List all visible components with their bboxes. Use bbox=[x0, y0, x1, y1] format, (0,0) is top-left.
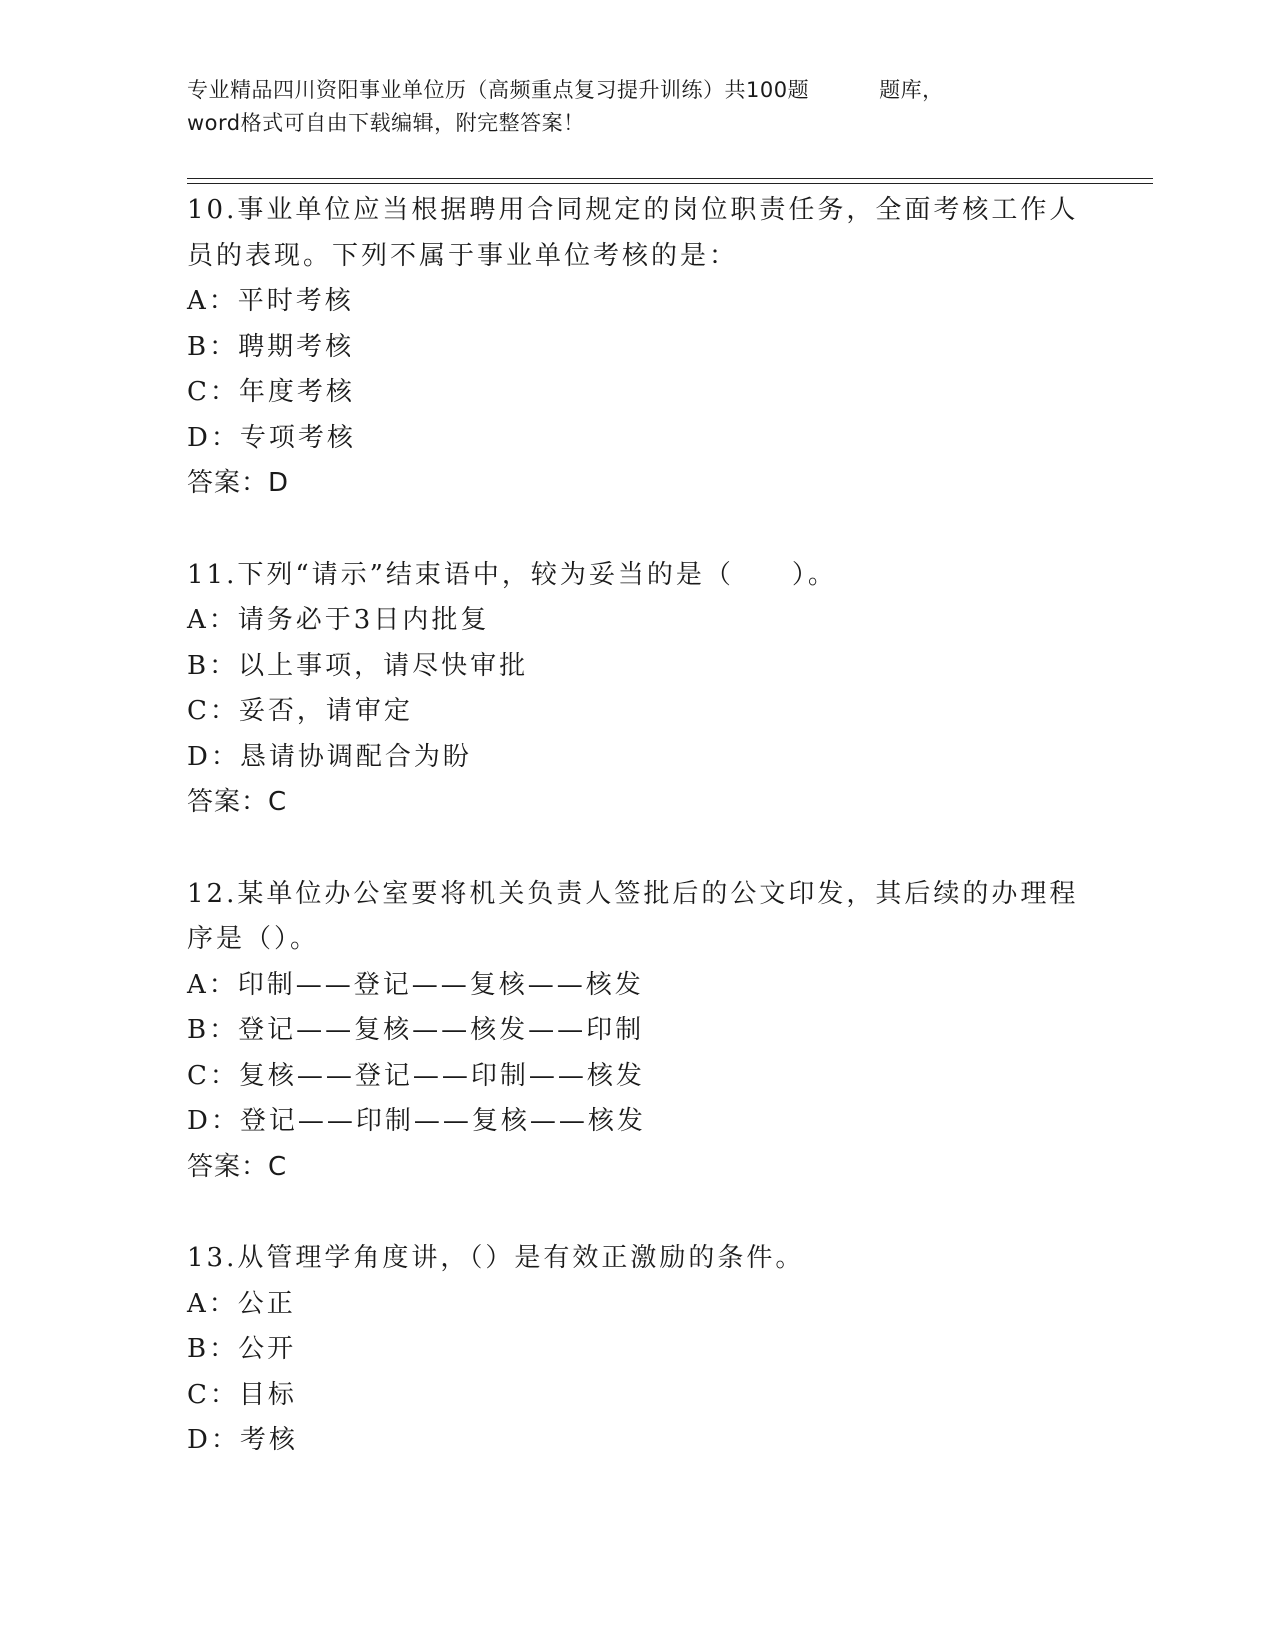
question-gap bbox=[187, 826, 1087, 872]
option-a: A：印制——登记——复核——核发 bbox=[187, 969, 644, 1000]
question-gap bbox=[187, 507, 1087, 553]
answer-label: 答案：D bbox=[187, 468, 290, 498]
option-d: D：恳请协调配合为盼 bbox=[187, 741, 472, 772]
option-d: D：登记——印制——复核——核发 bbox=[187, 1106, 646, 1136]
option-b: B：公开 bbox=[187, 1334, 297, 1364]
header-title-suffix: 题库， bbox=[879, 78, 944, 102]
question-13 bbox=[187, 1236, 1087, 1464]
option-b: B：登记——复核——核发——印制 bbox=[187, 1015, 645, 1045]
answer-label: 答案：C bbox=[187, 1151, 288, 1182]
header-line-2: word格式可自由下载编辑，附完整答案！ bbox=[187, 111, 585, 135]
question-stem: 10.事业单位应当根据聘用合同规定的岗位职责任务，全面考核工作人员的表现。下列不属于事业单位考核的是： bbox=[187, 195, 1079, 271]
header-line-1 bbox=[187, 74, 1087, 107]
question-stem: 12.某单位办公室要将机关负责人签批后的公文印发，其后续的办理程序是（）。 bbox=[187, 878, 1079, 954]
header-divider-top bbox=[187, 178, 1153, 179]
option-c: C：复核——登记——印制——核发 bbox=[187, 1060, 645, 1091]
option-d: D：专项考核 bbox=[187, 422, 356, 453]
option-b: B：聘期考核 bbox=[187, 331, 355, 362]
option-b: B：以上事项，请尽快审批 bbox=[187, 650, 529, 681]
answer-label: 答案：C bbox=[187, 787, 288, 817]
option-a: A：请务必于3日内批复 bbox=[187, 605, 490, 635]
option-a: A：平时考核 bbox=[187, 286, 354, 316]
question-10 bbox=[187, 188, 1087, 507]
question-list bbox=[187, 188, 1087, 1464]
option-c: C：年度考核 bbox=[187, 377, 355, 407]
question-gap bbox=[187, 1190, 1087, 1236]
question-stem: 13.从管理学角度讲，（）是有效正激励的条件。 bbox=[187, 1243, 805, 1273]
option-a: A：公正 bbox=[187, 1288, 296, 1319]
document-header bbox=[187, 74, 1087, 140]
question-stem: 11.下列“请示”结束语中，较为妥当的是（ ）。 bbox=[187, 559, 837, 590]
question-11 bbox=[187, 553, 1087, 826]
option-c: C：妥否，请审定 bbox=[187, 696, 413, 726]
option-d: D：考核 bbox=[187, 1425, 298, 1455]
option-c: C：目标 bbox=[187, 1379, 297, 1410]
header-title: 专业精品四川资阳事业单位历（高频重点复习提升训练）共100题 bbox=[187, 78, 810, 102]
header-divider-bottom bbox=[187, 183, 1153, 184]
question-12 bbox=[187, 872, 1087, 1191]
